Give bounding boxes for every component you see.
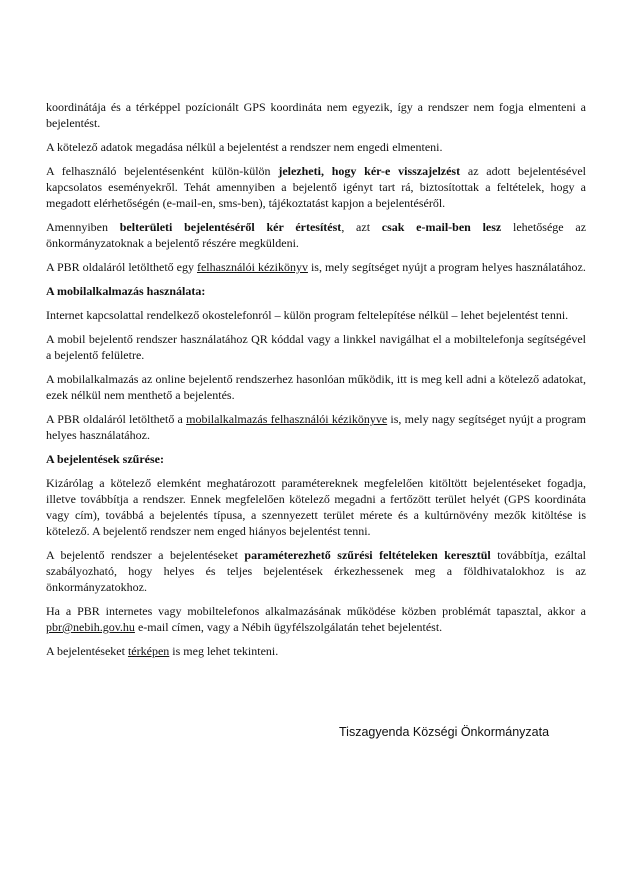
text-segment: Ha a PBR internetes vagy mobiltelefonos alkalmazásának működése közben problémát tapasztal, akkor a [46, 604, 586, 618]
paragraph-gps-mismatch: koordinátája és a térképpel pozícionált GPS koordináta nem egyezik, így a rendszer nem fogja elmenteni a bejelentést. [46, 100, 586, 130]
bold-text: paraméterezhető szűrési feltételeken keresztül [244, 548, 491, 562]
text-segment: is meg lehet tekinteni. [169, 644, 279, 658]
paragraph-filter-conditions [46, 547, 586, 595]
paragraph-feedback [46, 163, 586, 211]
text-segment: e-mail címen, vagy a Nébih ügyfélszolgálatán tehet bejelentést. [134, 620, 443, 634]
bold-text: jelezheti, hogy kér-e visszajelzést [278, 164, 461, 178]
paragraph-qr-code: A mobil bejelentő rendszer használatához QR kóddal vagy a linkkel navigálhat el a mobiltelefonja segítségével a bejelentő felületre. [46, 332, 586, 362]
text-segment: lehetősége az önkormányzatoknak a bejelentő részére megküldeni. [46, 220, 587, 250]
text-segment: továbbítja, ezáltal szabályozható, hogy helyes és teljes bejelentések érkezhessenek meg a földhivatalokhoz is az önkormányzatokhoz. [46, 548, 586, 594]
mobile-manual-link[interactable]: mobilalkalmazás felhasználói kézikönyve [186, 412, 388, 426]
signature-municipality: Tiszagyenda Községi Önkormányzata [339, 725, 550, 739]
paragraph-mobile-manual [46, 411, 586, 443]
text-segment: A felhasználó bejelentésenként külön-külön [46, 164, 279, 178]
paragraph-required-data: A kötelező adatok megadása nélkül a bejelentést a rendszer nem engedi elmenteni. [46, 140, 443, 154]
text-segment: Amennyiben [46, 220, 120, 234]
text-segment: A bejelentő rendszer a bejelentéseket [46, 548, 245, 562]
paragraph-required-elements: Kizárólag a kötelező elemként meghatározott paramétereknek megfelelően kitöltött bejelentéseket fogadja, illetve továbbítja a rendszer. Ennek megfelelően kötelező megadni a fertőzött terület helyét (GPS koordináta vagy cím), továbbá a bejelentés típusa, a szennyezett terület mérete és a kultúrnövény mezők kitöltése is kötelező. A bejelentő rendszer nem enged hiányos bejelentést tenni. [46, 476, 586, 538]
text-segment: az adott bejelentésével kapcsolatos eseményekről. Tehát amennyiben a bejelentő igényt tart rá, biztosítottak a feltételek, hogy a megadott elérhetőségén (e-mail-en, sms-ben), tájékoztatást kapjon a bejelentéséről. [46, 164, 587, 210]
text-segment: A bejelentéseket [46, 644, 128, 658]
paragraph-problem-report [46, 603, 586, 635]
paragraph-mobile-required: A mobilalkalmazás az online bejelentő rendszerhez hasonlóan működik, itt is meg kell adni a kötelező adatokat, ezek nélkül nem menthető a bejelentés. [46, 372, 586, 402]
heading-filtering: A bejelentések szűrése: [46, 452, 164, 466]
text-segment: is, mely nagy segítséget nyújt a program helyes használatához. [46, 412, 587, 442]
text-segment: , azt [341, 220, 382, 234]
user-manual-link[interactable]: felhasználói kézikönyv [196, 260, 308, 274]
bold-text: csak e-mail-ben lesz [381, 220, 502, 234]
paragraph-smartphone: Internet kapcsolattal rendelkező okostelefonról – külön program feltelepítése nélkül – lehet bejelentést tenni. [46, 308, 569, 322]
paragraph-user-manual [46, 259, 586, 275]
text-segment: is, mely segítséget nyújt a program helyes használatához. [307, 260, 586, 274]
paragraph-inner-area-notification [46, 219, 586, 251]
heading-mobile-app: A mobilalkalmazás használata: [46, 284, 206, 298]
email-link[interactable]: pbr@nebih.gov.hu [46, 620, 135, 634]
bold-text: belterületi bejelentéséről kér értesítést [119, 220, 342, 234]
text-segment: A PBR oldaláról letölthető a [46, 412, 187, 426]
paragraph-map-view [46, 643, 586, 659]
text-segment: A PBR oldaláról letölthető egy [46, 260, 197, 274]
document-body [46, 99, 586, 667]
map-link[interactable]: térképen [127, 644, 170, 658]
